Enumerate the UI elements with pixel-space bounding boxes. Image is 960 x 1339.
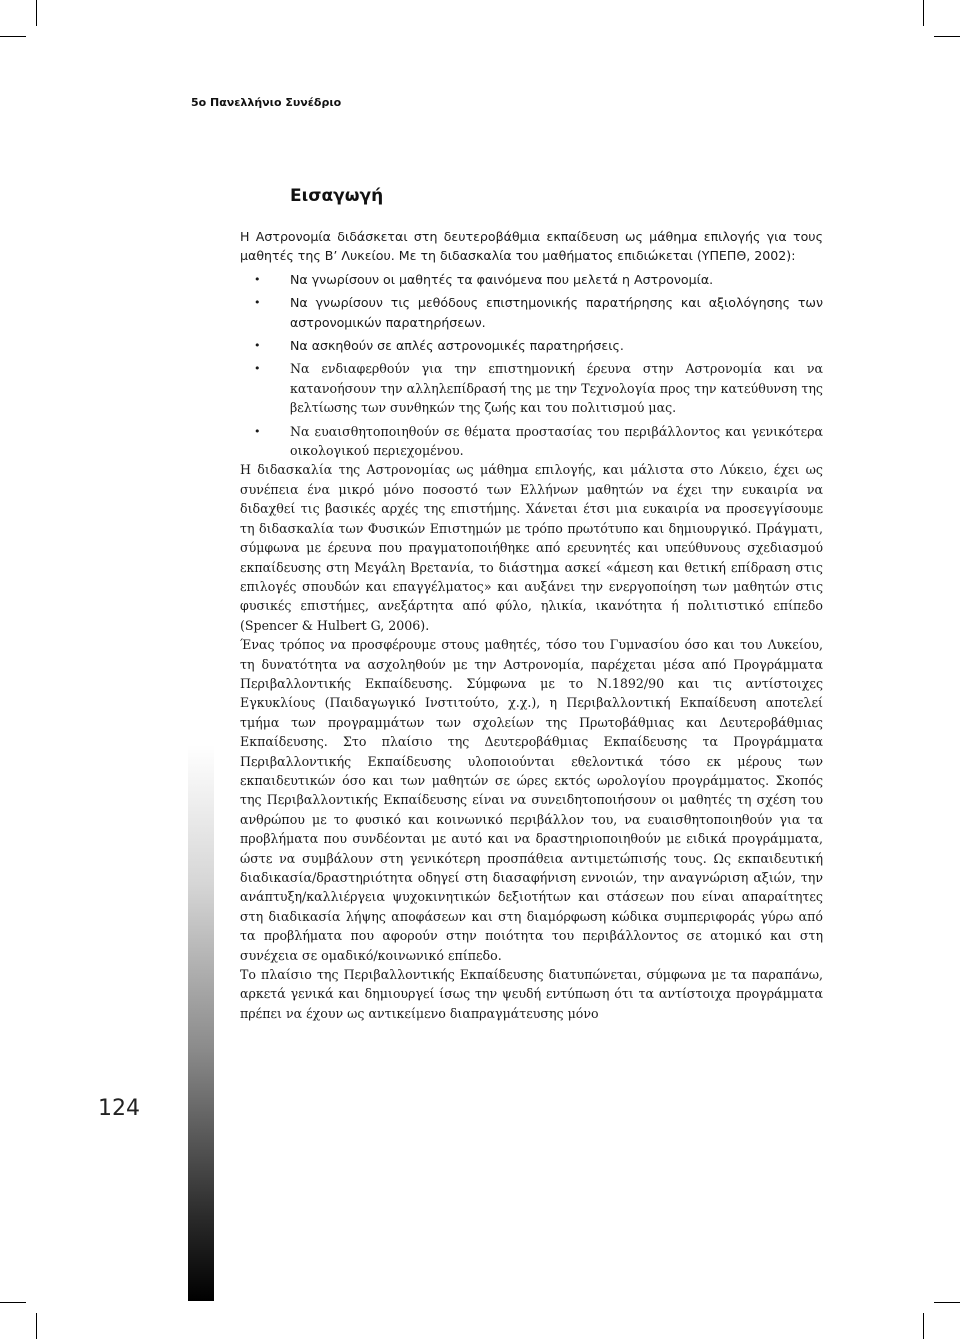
goal-item: • Να γνωρίσουν οι μαθητές τα φαινόμενα που μελετά η Αστρονομία.	[240, 270, 823, 289]
crop-mark-bottom-left-vertical	[36, 1313, 37, 1339]
crop-mark-top-right-vertical	[923, 0, 924, 26]
goal-item: • Να γνωρίσουν τις μεθόδους επιστημονικής παρατήρησης και αξιολόγησης των αστρονομικών παρατηρήσεων.	[240, 293, 823, 332]
goal-item: • Να ασκηθούν σε απλές αστρονομικές παρατηρήσεις.	[240, 336, 823, 355]
crop-mark-top-left-vertical	[36, 0, 37, 26]
body-paragraph: Το πλαίσιο της Περιβαλλοντικής Εκπαίδευσης διατυπώνεται, σύμφωνα με τα παραπάνω, αρκετά γενικά και δημιουργεί ίσως την ψευδή εντύπωση ότι τα αντίστοιχα προγράμματα πρέπει να έχουν ως αντικείμενο διαπραγμάτευσης μόνο	[240, 967, 823, 1021]
intro-paragraph: Η Αστρονομία διδάσκεται στη δευτεροβάθμια εκπαίδευση ως μάθημα επιλογής για τους μαθητές της Β’ Λυκείου. Με τη διδασκαλία του μαθήματος επιδιώκεται (ΥΠΕΠΘ, 2002):	[240, 229, 823, 264]
body-paragraph: Η διδασκαλία της Αστρονομίας ως μάθημα επιλογής, και μάλιστα στο Λύκειο, έχει ως συνέπεια ένα μικρό μόνο ποσοστό των Ελλήνων μαθητών να έχει την ευκαιρία να διδαχθεί τις βασικές αρχές της επιστήμης. Χάνεται έτσι μια ευκαιρία να προσεγγίσουμε τη διδασκαλία των Φυσικών Επιστημών με τρόπο πρωτότυπο και δημιουργικό. Πράγματι, σύμφωνα με έρευνα που πραγματοποιήθηκε από ερευνητές και υπεύθυνους σχεδιασμού εκπαίδευσης στη Μεγάλη Βρετανία, το διάστημα ασκεί «άμεση και θετική επίδραση στις επιλογές σπουδών και επαγγέλματος» και αυξάνει την ενεργοποίηση των μαθητών στις φυσικές επιστήμες, ανεξάρτητα από φύλο, ηλικία, ικανότητα ή πολιτιστικό επίπεδο (Spencer & Hulbert G, 2006).	[240, 462, 823, 633]
goals-list	[240, 270, 823, 461]
page-number: 124	[98, 1096, 140, 1121]
crop-mark-bottom-right-horizontal	[934, 1302, 960, 1303]
running-head-title: 5ο Πανελλήνιο Συνέδριο	[191, 96, 342, 109]
crop-mark-top-right-horizontal	[934, 36, 960, 37]
body-paragraph: Ένας τρόπος να προσφέρουμε στους μαθητές, τόσο του Γυμνασίου όσο και του Λυκείου, τη δυνατότητα να ασχοληθούν με την Αστρονομία, παρέχεται μέσα από Προγράμματα Περιβαλλοντικής Εκπαίδευσης. Σύμφωνα με το Ν.1892/90 και τις αντίστοιχες Εγκυκλίους (Παιδαγωγικό Ινστιτούτο, χ.χ.), η Περιβαλλοντική Εκπαίδευση αποτελεί τμήμα των προγραμμάτων των σχολείων της Πρωτοβάθμιας και Δευτεροβάθμιας Εκπαίδευσης. Στο πλαίσιο της Δευτεροβάθμιας Εκπαίδευσης τα Προγράμματα Περιβαλλοντικής Εκπαίδευσης υλοποιούνται εθελοντικά τόσο εκ μέρους των εκπαιδευτικών όσο και των μαθητών σε ώρες εκτός ωρολογίου προγράμματος. Σκοπός της Περιβαλλοντικής Εκπαίδευσης είναι να συνειδητοποιήσουν οι μαθητές τη σχέση του ανθρώπου με το φυσικό και κοινωνικό περιβάλλον του, να ευαισθητοποιηθούν για τα προβλήματα που συνδέονται με αυτό και να δραστηριοποιηθούν με ειδικά προγράμματα, ώστε να συμβάλουν στη γενικότερη προσπάθεια αντιμετώπισής τους. Ως εκπαιδευτική διαδικασία/δραστηριότητα οδηγεί στη διασαφήνιση εννοιών, την αναγνώριση αξιών, την ανάπτυξη/καλλιέργεια ψυχοκινητικών δεξιοτήτων και στάσεων που είναι απαραίτητες στη διαδικασία λήψης αποφάσεων και στη διαμόρφωση κώδικα συμπεριφοράς γύρω από τα προβλήματα που αφορούν στην ποιότητα του περιβάλλοντος σε ατομικό και στη συνέχεια σε ομαδικό/κοινωνικό επίπεδο.	[240, 637, 823, 963]
goal-item: • Να ενδιαφερθούν για την επιστημονική έρευνα στην Αστρονομία και να κατανοήσουν την αλληλεπίδρασή της με την Τεχνολογία προς την κατεύθυνση της βελτίωσης των συνθηκών της ζωής και του πολιτισμού μας.	[240, 359, 823, 417]
body-text	[240, 227, 823, 1023]
crop-mark-bottom-left-horizontal	[0, 1302, 26, 1303]
goal-item: • Να ευαισθητοποιηθούν σε θέματα προστασίας του περιβάλλοντος και γενικότερα οικολογικού περιεχομένου.	[240, 422, 823, 461]
crop-mark-bottom-right-vertical	[923, 1313, 924, 1339]
section-heading: Εισαγωγή	[290, 186, 384, 206]
crop-mark-top-left-horizontal	[0, 36, 26, 37]
gutter-gradient-bar	[188, 745, 214, 1301]
